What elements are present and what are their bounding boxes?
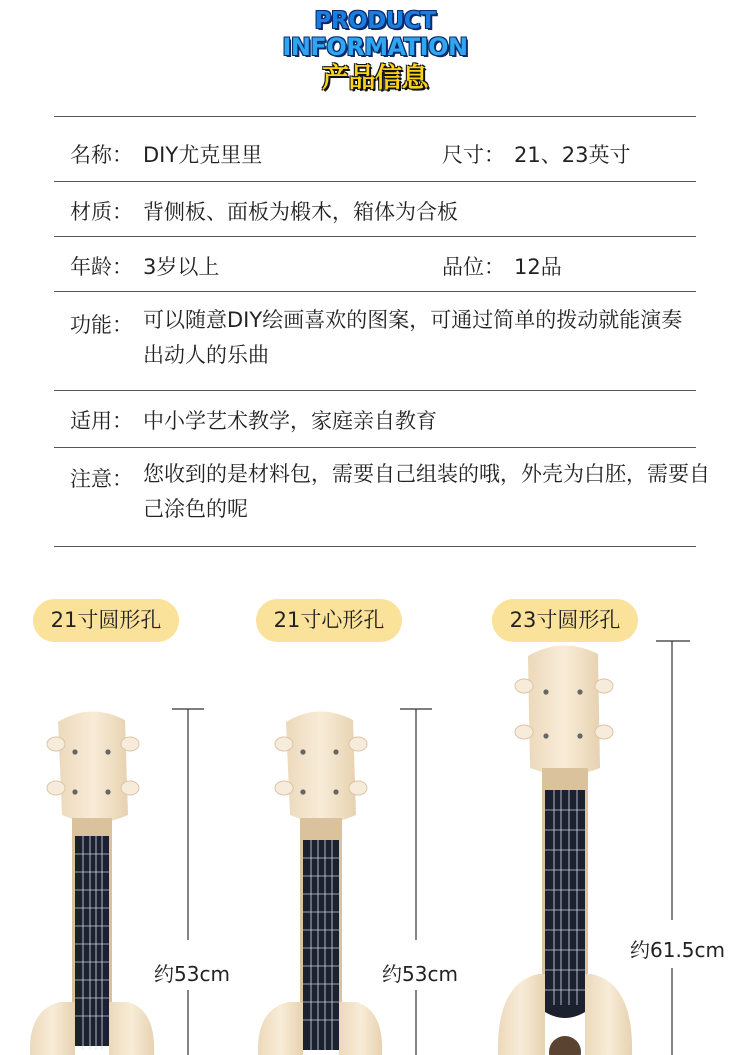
length-label-21-heart: 约53cm bbox=[382, 962, 458, 986]
info-row-age-grade bbox=[54, 237, 696, 291]
age-value: 3岁以上 bbox=[143, 255, 220, 279]
grade-label: 品位： bbox=[442, 255, 505, 279]
ukulele-21-round bbox=[30, 711, 154, 1055]
notice-value: 您收到的是材料包，需要自己组装的哦，外壳为白胚，需要自己涂色的呢 bbox=[143, 462, 710, 521]
length-label-23-round: 约61.5cm bbox=[630, 938, 726, 962]
info-row-function bbox=[54, 292, 696, 390]
ukulele-23-round bbox=[498, 645, 632, 1055]
header-title-en-2: INFORMATION bbox=[282, 33, 468, 61]
material-label: 材质： bbox=[70, 200, 133, 224]
header-title-en-1: PRODUCT bbox=[314, 8, 436, 34]
ukulele-21-heart bbox=[258, 711, 382, 1055]
info-row-material bbox=[54, 182, 696, 236]
variant-badge-21-heart: 21寸心形孔 bbox=[256, 599, 402, 642]
size-value: 21、23英寸 bbox=[514, 143, 631, 167]
info-row-name-size bbox=[54, 117, 696, 181]
material-value: 背侧板、面板为椴木，箱体为合板 bbox=[143, 200, 458, 224]
variant-badge-21-round: 21寸圆形孔 bbox=[33, 599, 179, 642]
name-value: DIY尤克里里 bbox=[143, 143, 263, 167]
page-header bbox=[0, 6, 750, 100]
info-row-usage bbox=[54, 391, 696, 447]
notice-label: 注意： bbox=[70, 467, 133, 491]
grade-value: 12品 bbox=[514, 255, 562, 279]
header-title-cn: 产品信息 bbox=[322, 63, 428, 94]
product-info-table bbox=[54, 116, 710, 547]
usage-value: 中小学艺术教学，家庭亲自教育 bbox=[143, 409, 437, 433]
size-label: 尺寸： bbox=[442, 143, 505, 167]
function-value: 可以随意DIY绘画喜欢的图案，可通过简单的拨动就能演奏出动人的乐曲 bbox=[143, 308, 683, 367]
variant-badge-23-round: 23寸圆形孔 bbox=[492, 599, 638, 642]
divider bbox=[54, 546, 696, 547]
function-label: 功能： bbox=[70, 313, 133, 337]
name-label: 名称： bbox=[70, 143, 133, 167]
ukulele-illustrations bbox=[0, 640, 750, 1055]
age-label: 年龄： bbox=[70, 255, 133, 279]
length-label-21-round: 约53cm bbox=[154, 962, 230, 986]
info-row-notice bbox=[54, 448, 710, 546]
usage-label: 适用： bbox=[70, 409, 133, 433]
